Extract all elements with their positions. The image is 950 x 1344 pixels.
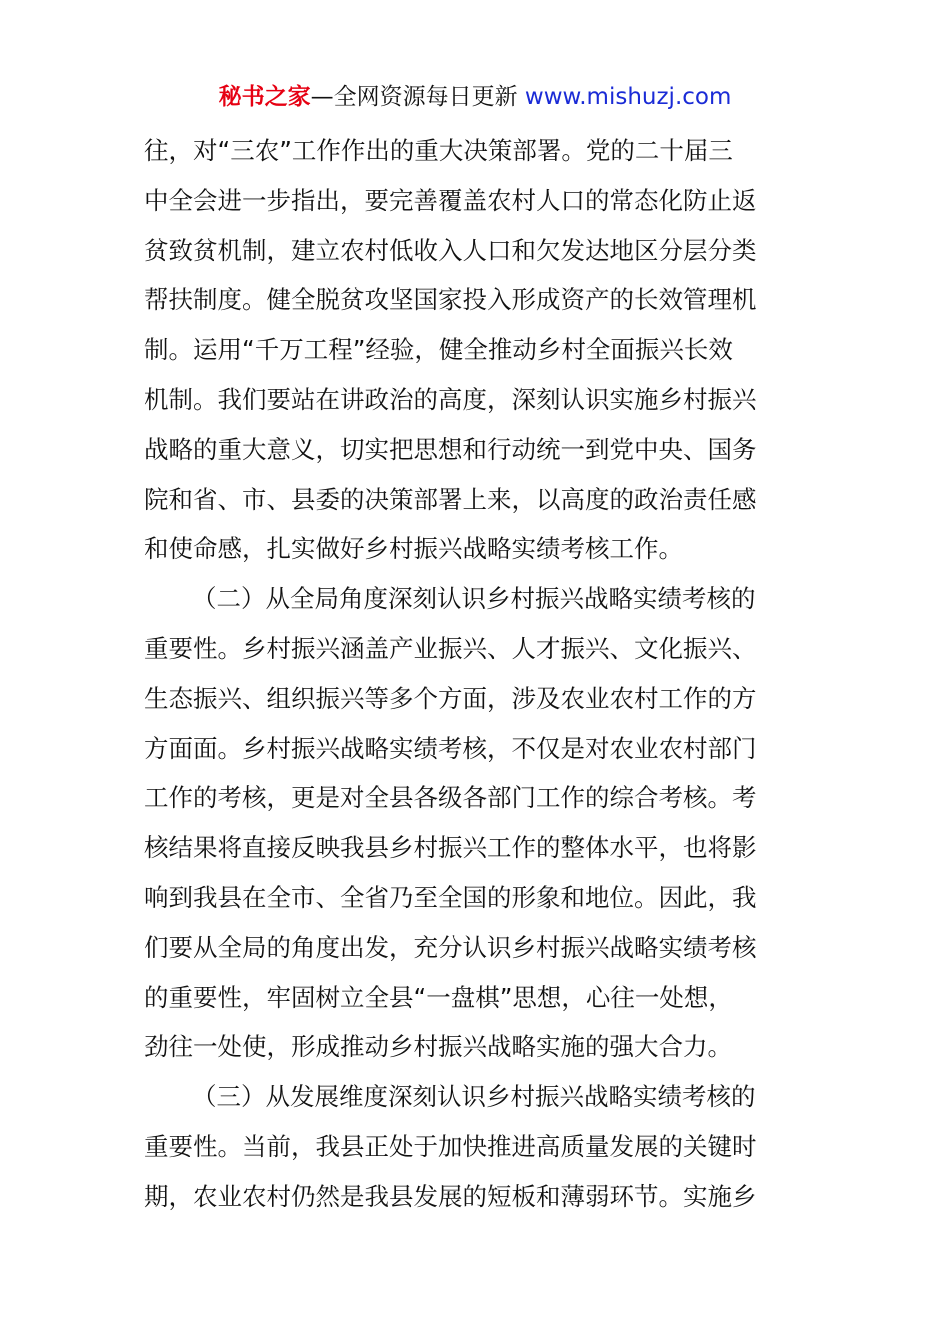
page-header xyxy=(0,80,950,114)
text-line: 工作的考核，更是对全县各级各部门工作的综合考核。考 xyxy=(144,783,757,813)
section-heading-line: （二）从全局角度深刻认识乡村振兴战略实绩考核的 xyxy=(192,584,756,614)
document-body xyxy=(144,126,808,1222)
text-line: 战略的重大意义，切实把思想和行动统一到党中央、国务 xyxy=(144,434,757,464)
text-line: 制。运用“千万工程”经验，健全推动乡村全面振兴长效 xyxy=(144,335,733,365)
site-brand: 秘书之家 xyxy=(218,84,311,110)
text-line: 院和省、市、县委的决策部署上来，以高度的政治责任感 xyxy=(144,484,757,514)
text-line: 往，对“三农”工作作出的重大决策部署。党的二十届三 xyxy=(144,136,733,165)
text-line: 和使命感，扎实做好乡村振兴战略实绩考核工作。 xyxy=(144,534,683,564)
site-url[interactable]: www.mishuzj.com xyxy=(524,84,732,110)
text-line: 们要从全局的角度出发，充分认识乡村振兴战略实绩考核 xyxy=(144,932,757,962)
text-line: 重要性。乡村振兴涵盖产业振兴、人才振兴、文化振兴、 xyxy=(144,633,757,663)
site-tagline: —全网资源每日更新 xyxy=(310,84,518,110)
text-line: 劲往一处使，形成推动乡村振兴战略实施的强大合力。 xyxy=(144,1032,732,1062)
text-line: 方面面。乡村振兴战略实绩考核，不仅是对农业农村部门 xyxy=(144,733,757,763)
section-heading-line: （三）从发展维度深刻认识乡村振兴战略实绩考核的 xyxy=(192,1082,756,1112)
text-line: 生态振兴、组织振兴等多个方面，涉及农业农村工作的方 xyxy=(144,683,757,713)
text-line: 核结果将直接反映我县乡村振兴工作的整体水平，也将影 xyxy=(144,833,757,863)
text-line: 贫致贫机制，建立农村低收入人口和欠发达地区分层分类 xyxy=(144,235,757,265)
text-line: 的重要性，牢固树立全县“一盘棋”思想，心往一处想， xyxy=(144,982,733,1012)
text-line: 中全会进一步指出，要完善覆盖农村人口的常态化防止返 xyxy=(144,185,757,215)
text-line: 重要性。当前，我县正处于加快推进高质量发展的关键时 xyxy=(144,1131,757,1161)
text-line: 机制。我们要站在讲政治的高度，深刻认识实施乡村振兴 xyxy=(144,384,757,414)
text-line: 期，农业农村仍然是我县发展的短板和薄弱环节。实施乡 xyxy=(144,1181,757,1211)
text-line: 响到我县在全市、全省乃至全国的形象和地位。因此，我 xyxy=(144,882,757,912)
text-line: 帮扶制度。健全脱贫攻坚国家投入形成资产的长效管理机 xyxy=(144,285,757,315)
